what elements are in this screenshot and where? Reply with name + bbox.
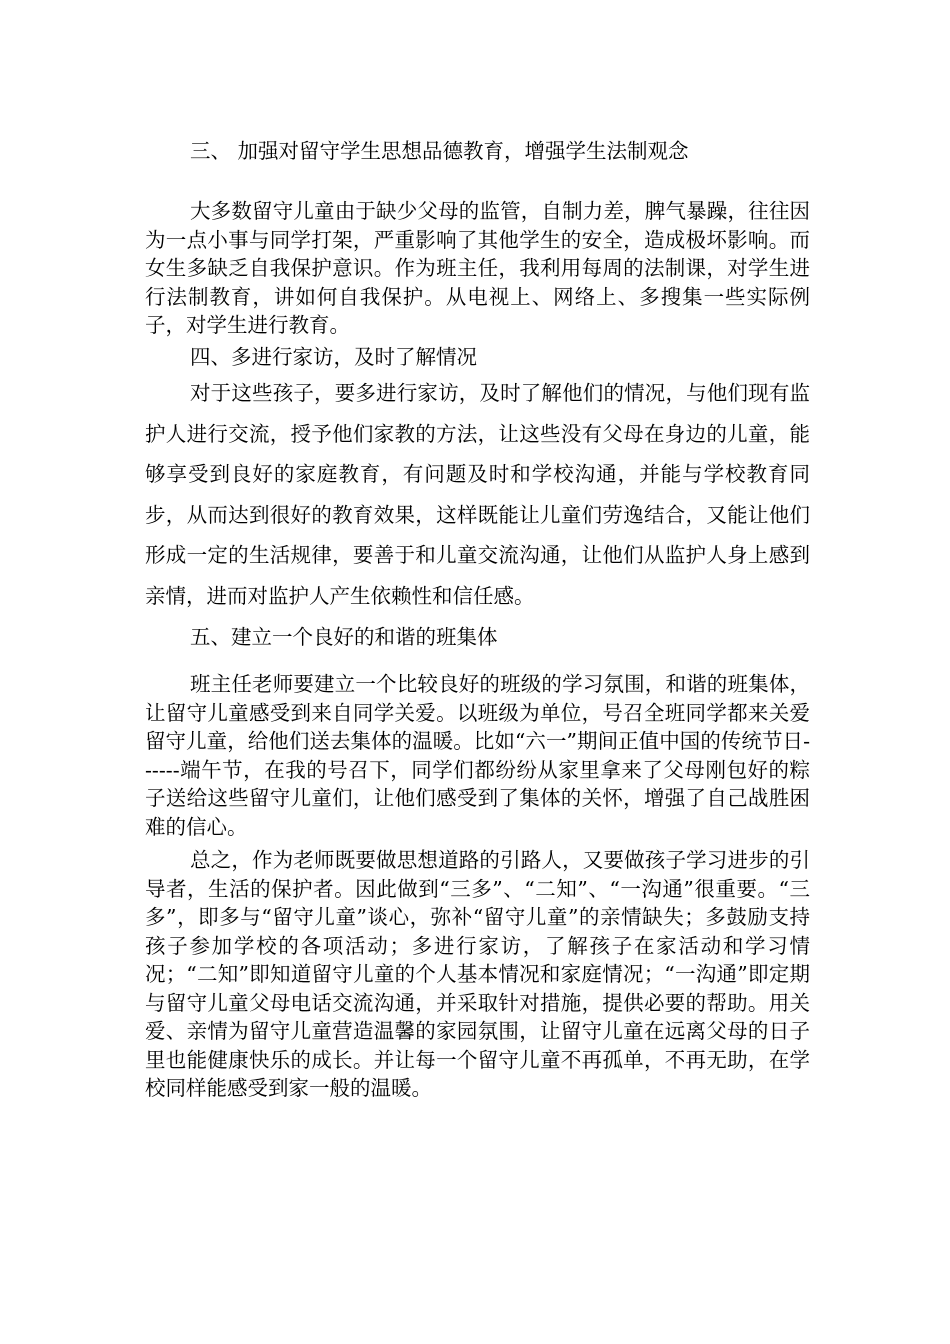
paragraph-home-visits: 对于这些孩子，要多进行家访，及时了解他们的情况，与他们现有监护人进行交流，授予他们家教的方法，让这些没有父母在身边的儿童，能够享受到良好的家庭教育，有问题及时和学校沟通，并能与学校教育同步，从而达到很好的教育效果，这样既能让儿童们劳逸结合，又能让他们形成一定的生活规律，要善于和儿童交流沟通，让他们从监护人身上感到亲情，进而对监护人产生依赖性和信任感。 (145, 381, 810, 608)
section-heading-3: 三、 加强对留守学生思想品德教育，增强学生法制观念 (190, 139, 689, 163)
section-heading-5: 五、建立一个良好的和谐的班集体 (190, 625, 498, 649)
paragraph-class-community: 班主任老师要建立一个比较良好的班级的学习氛围，和谐的班集体，让留守儿童感受到来自同学关爱。以班级为单位，号召全班同学都来关爱留守儿童，给他们送去集体的温暖。比如“六一”期间正值中国的传统节日------端午节，在我的号召下，同学们都纷纷从家里拿来了父母刚包好的粽子送给这些留守儿童们，让他们感受到了集体的关怀，增强了自己战胜困难的信心。 (145, 672, 810, 839)
paragraph-legal-education: 大多数留守儿童由于缺少父母的监管，自制力差，脾气暴躁，往往因为一点小事与同学打架，严重影响了其他学生的安全，造成极坏影响。而女生多缺乏自我保护意识。作为班主任，我利用每周的法制课，对学生进行法制教育，讲如何自我保护。从电视上、网络上、多搜集一些实际例子，对学生进行教育。 (145, 199, 810, 337)
paragraph-conclusion: 总之，作为老师既要做思想道路的引路人，又要做孩子学习进步的引导者，生活的保护者。因此做到“三多”、“二知”、“一沟通”很重要。“三多”，即多与“留守儿童”谈心，弥补“留守儿童”的亲情缺失；多鼓励支持孩子参加学校的各项活动；多进行家访，了解孩子在家活动和学习情况；“二知”即知道留守儿童的个人基本情况和家庭情况；“一沟通”即定期与留守儿童父母电话交流沟通，并采取针对措施，提供必要的帮助。用关爱、亲情为留守儿童营造温馨的家园氛围，让留守儿童在远离父母的日子里也能健康快乐的成长。并让每一个留守儿童不再孤单，不再无助，在学校同样能感受到家一般的温暖。 (145, 848, 810, 1100)
section-heading-4: 四、多进行家访，及时了解情况 (190, 345, 477, 369)
